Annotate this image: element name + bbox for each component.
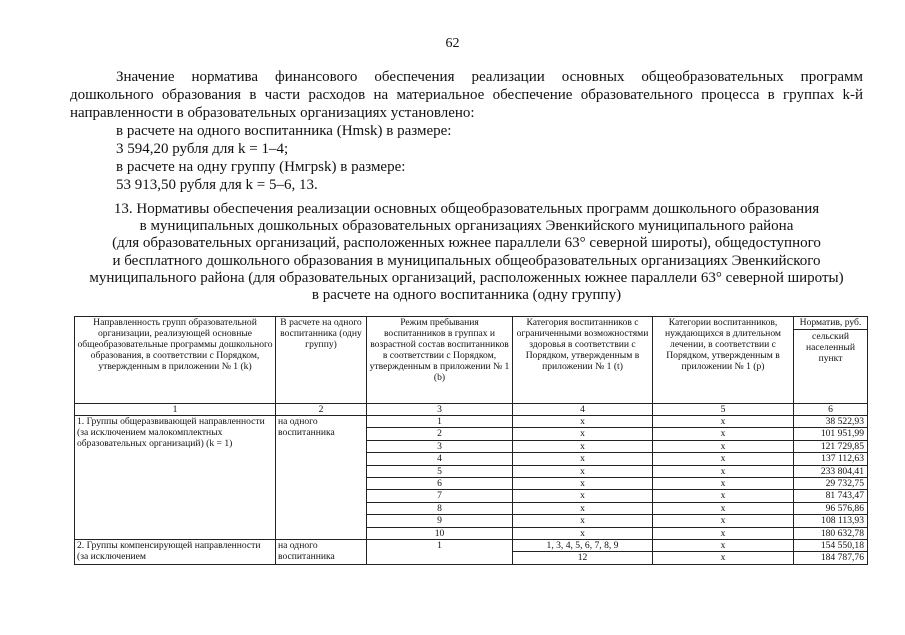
- cell-disability: x: [513, 477, 653, 489]
- cell-treatment: x: [653, 428, 794, 440]
- table-row: [75, 539, 868, 551]
- cell-mode: 9: [367, 515, 513, 527]
- cell-disability: x: [513, 465, 653, 477]
- cell-disability: x: [513, 502, 653, 514]
- col-number: 4: [513, 404, 653, 416]
- cell-disability: x: [513, 428, 653, 440]
- para-line: в расчете на одного воспитанника (Hmsk) в размере:: [116, 123, 452, 139]
- cell-norm-value: 137 112,63: [794, 453, 868, 465]
- cell-norm-value: 108 113,93: [794, 515, 868, 527]
- cell-norm-value: 101 951,99: [794, 428, 868, 440]
- header-direction: Направленность групп образовательной организации, реализующей основные общеобразовательные программы дошкольного образования, в соответствии с Порядком, утвержденным в приложении № 1 (k): [75, 317, 276, 404]
- cell-mode: 3: [367, 440, 513, 452]
- cell-norm-value: 121 729,85: [794, 440, 868, 452]
- cell-norm-value: 184 787,76: [794, 552, 868, 564]
- cell-mode: 7: [367, 490, 513, 502]
- cell-norm-value: 96 576,86: [794, 502, 868, 514]
- table-header-row: [75, 317, 868, 404]
- header-per-unit: В расчете на одного воспитанника (одну группу): [276, 317, 367, 404]
- col-number: 1: [75, 404, 276, 416]
- para-line: Значение норматива финансового обеспечения реализации основных общеобразовательных программ: [116, 69, 863, 85]
- cell-disability: 1, 3, 4, 5, 6, 7, 8, 9: [513, 539, 653, 551]
- cell-norm-value: 154 550,18: [794, 539, 868, 551]
- section-heading: [70, 201, 863, 304]
- cell-treatment: x: [653, 527, 794, 539]
- heading-line: в муниципальных дошкольных образовательных организациях Эвенкийского муниципального района: [139, 218, 794, 235]
- cell-norm-value: 29 732,75: [794, 477, 868, 489]
- header-treatment-category: Категории воспитанников, нуждающихся в длительном лечении, в соответствии с Порядком, утвержденным в приложении № 1 (p): [653, 317, 794, 404]
- cell-treatment: x: [653, 552, 794, 564]
- cell-norm-value: 233 804,41: [794, 465, 868, 477]
- group1-name: 1. Группы общеразвивающей направленности (за исключением малокомплектных образовательных организаций) (k = 1): [75, 416, 276, 540]
- cell-mode: 5: [367, 465, 513, 477]
- cell-treatment: x: [653, 465, 794, 477]
- cell-treatment: x: [653, 440, 794, 452]
- para-line: в расчете на одну группу (Hмгpsk) в размере:: [116, 159, 406, 175]
- cell-treatment: x: [653, 539, 794, 551]
- header-norm-label: Норматив, руб.: [794, 317, 867, 330]
- cell-norm-value: 81 743,47: [794, 490, 868, 502]
- para-line: 53 913,50 рубля для k = 5–6, 13.: [116, 177, 318, 193]
- page-number: 62: [445, 36, 460, 51]
- header-norm-sub: сельский населенный пункт: [806, 331, 855, 364]
- cell-disability: x: [513, 453, 653, 465]
- heading-line: в расчете на одного воспитанника (одну группу): [311, 287, 622, 304]
- cell-disability: x: [513, 416, 653, 428]
- cell-mode: 1: [367, 416, 513, 428]
- cell-treatment: x: [653, 416, 794, 428]
- table-row: [75, 416, 868, 428]
- col-number: 5: [653, 404, 794, 416]
- norms-table: [74, 316, 868, 565]
- cell-treatment: x: [653, 502, 794, 514]
- cell-mode: 8: [367, 502, 513, 514]
- cell-treatment: x: [653, 515, 794, 527]
- col-number: 6: [794, 404, 868, 416]
- group2-per: на одного воспитанника: [276, 539, 367, 564]
- col-number: 3: [367, 404, 513, 416]
- para-line: направленности в образовательных организациях установлено:: [70, 105, 475, 121]
- heading-line: и бесплатного дошкольного образования в муниципальных общеобразовательных организациях Эвенкийского: [112, 252, 821, 269]
- cell-disability: 12: [513, 552, 653, 564]
- cell-disability: x: [513, 515, 653, 527]
- cell-disability: x: [513, 490, 653, 502]
- cell-norm-value: 38 522,93: [794, 416, 868, 428]
- cell-mode: 10: [367, 527, 513, 539]
- col-number: 2: [276, 404, 367, 416]
- para-line: 3 594,20 рубля для k = 1–4;: [116, 141, 289, 157]
- cell-disability: x: [513, 440, 653, 452]
- cell-treatment: x: [653, 490, 794, 502]
- header-mode: Режим пребывания воспитанников в группах и возрастной состав воспитанников в соответствии с Порядком, утвержденным в приложении № 1 (b): [367, 317, 513, 404]
- cell-mode: 6: [367, 477, 513, 489]
- heading-line: 13. Нормативы обеспечения реализации основных общеобразовательных программ дошкольного образования: [113, 201, 820, 217]
- heading-line: (для образовательных организаций, расположенных южнее параллели 63° северной широты), общедоступного: [112, 235, 821, 252]
- header-disability-category: Категория воспитанников с ограниченными возможностями здоровья в соответствии с Порядком, утвержденным в приложении № 1 (t): [513, 317, 653, 404]
- intro-paragraph: [70, 68, 863, 194]
- cell-treatment: x: [653, 453, 794, 465]
- column-number-row: [75, 404, 868, 416]
- cell-norm-value: 180 632,78: [794, 527, 868, 539]
- header-norm: [794, 317, 868, 404]
- group2-name: 2. Группы компенсирующей направленности (за исключением: [75, 539, 276, 564]
- heading-line: муниципального района (для образовательных организаций, расположенных южнее параллели 63° северной широты): [89, 269, 844, 286]
- group1-per: на одного воспитанника: [276, 416, 367, 540]
- para-line: дошкольного образования в части расходов на материальное обеспечение образовательного процесса в группах k-й: [70, 87, 863, 103]
- cell-treatment: x: [653, 477, 794, 489]
- cell-mode: 2: [367, 428, 513, 440]
- cell-mode: 4: [367, 453, 513, 465]
- cell-disability: x: [513, 527, 653, 539]
- cell-mode: 1: [367, 539, 513, 564]
